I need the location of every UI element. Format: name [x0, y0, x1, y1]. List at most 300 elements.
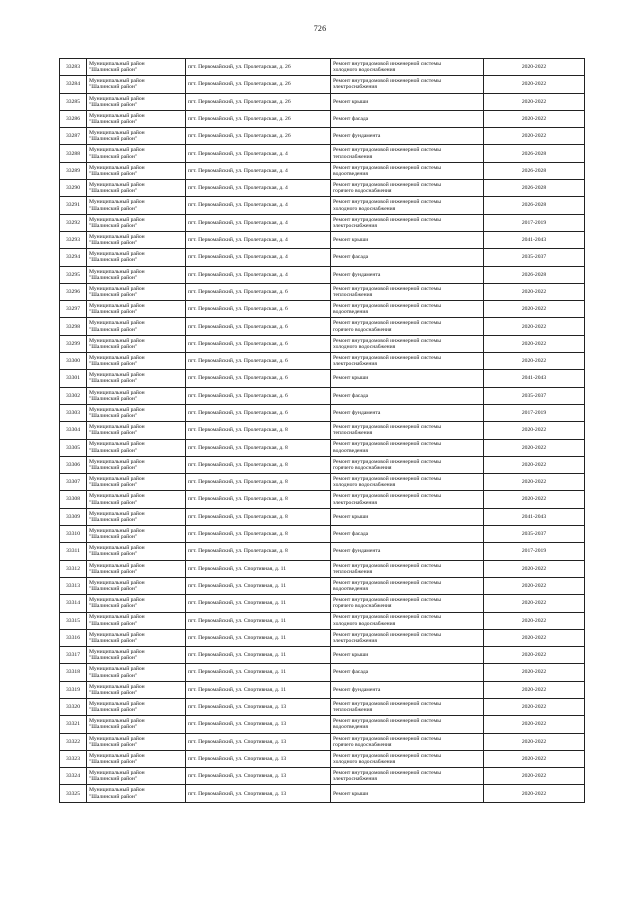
work-type-cell: [331, 474, 484, 491]
district-line: "Шалинский район": [89, 689, 138, 696]
work-type-line: Ремонт внутридомовой инженерной системы: [333, 579, 441, 586]
period-cell: 2026-2028: [484, 180, 585, 197]
period-cell: 2035-2037: [484, 526, 585, 543]
table-row: [60, 404, 585, 421]
district-line: Муниципальный район: [89, 476, 145, 483]
district-line: Муниципальный район: [89, 60, 145, 67]
period-cell: 2020-2022: [484, 110, 585, 127]
table-row: [60, 595, 585, 612]
period-cell: 2026-2028: [484, 145, 585, 162]
district-line: "Шалинский район": [89, 482, 138, 489]
work-type-line: Ремонт фасада: [333, 669, 369, 676]
work-type-line: Ремонт фасада: [333, 531, 369, 538]
district-line: "Шалинский район": [89, 205, 138, 212]
row-number: 33286: [60, 110, 87, 127]
district-line: "Шалинский район": [89, 222, 138, 229]
district-line: "Шалинский район": [89, 136, 138, 143]
district-line: Муниципальный район: [89, 337, 145, 344]
district-line: "Шалинский район": [89, 67, 138, 74]
row-number: 33301: [60, 370, 87, 387]
period-cell: 2020-2022: [484, 612, 585, 629]
period-cell: 2020-2022: [484, 664, 585, 681]
table-row: [60, 456, 585, 473]
district-line: "Шалинский район": [89, 793, 138, 800]
period-cell: 2020-2022: [484, 474, 585, 491]
district-cell: [87, 162, 186, 179]
district-cell: [87, 577, 186, 594]
work-type-line: электроснабжения: [333, 361, 377, 368]
table-row: [60, 664, 585, 681]
period-cell: 2020-2022: [484, 283, 585, 300]
row-number: 33293: [60, 231, 87, 248]
period-cell: 2020-2022: [484, 456, 585, 473]
district-cell: [87, 716, 186, 733]
work-type-line: Ремонт фундамента: [333, 548, 381, 555]
table-row: [60, 197, 585, 214]
district-cell: [87, 370, 186, 387]
work-type-line: холодного водоснабжения: [333, 343, 396, 350]
period-cell: 2020-2022: [484, 560, 585, 577]
work-type-cell: [331, 266, 484, 283]
row-number: 33292: [60, 214, 87, 231]
period-cell: 2020-2022: [484, 491, 585, 508]
table-row: [60, 629, 585, 646]
district-line: "Шалинский район": [89, 464, 138, 471]
work-type-cell: [331, 439, 484, 456]
district-line: "Шалинский район": [89, 759, 138, 766]
period-cell: 2017-2019: [484, 404, 585, 421]
address-cell: пгт. Первомайский, ул. Пролетарская, д. 8: [186, 491, 331, 508]
period-cell: 2020-2022: [484, 59, 585, 76]
district-line: Муниципальный район: [89, 458, 145, 465]
table-row: [60, 491, 585, 508]
district-line: Муниципальный район: [89, 95, 145, 102]
district-cell: [87, 301, 186, 318]
work-type-line: Ремонт внутридомовой инженерной системы: [333, 476, 441, 483]
district-line: "Шалинский район": [89, 603, 138, 610]
address-cell: пгт. Первомайский, ул. Пролетарская, д. 6: [186, 283, 331, 300]
address-cell: пгт. Первомайский, ул. Пролетарская, д. 4: [186, 145, 331, 162]
address-cell: пгт. Первомайский, ул. Пролетарская, д. 26: [186, 110, 331, 127]
work-type-line: Ремонт внутридомовой инженерной системы: [333, 164, 441, 171]
district-cell: [87, 404, 186, 421]
work-type-cell: [331, 508, 484, 525]
district-line: Муниципальный район: [89, 510, 145, 517]
table-row: [60, 681, 585, 698]
table-row: [60, 698, 585, 715]
district-line: "Шалинский район": [89, 413, 138, 420]
work-type-cell: [331, 93, 484, 110]
table-body: [60, 59, 585, 803]
row-number: 33289: [60, 162, 87, 179]
address-cell: пгт. Первомайский, ул. Спортивная, д. 11: [186, 664, 331, 681]
work-type-cell: [331, 768, 484, 785]
row-number: 33291: [60, 197, 87, 214]
work-type-cell: [331, 404, 484, 421]
district-line: "Шалинский район": [89, 534, 138, 541]
period-cell: 2026-2028: [484, 197, 585, 214]
period-cell: 2020-2022: [484, 595, 585, 612]
work-type-line: теплоснабжения: [333, 430, 373, 437]
district-cell: [87, 110, 186, 127]
row-number: 33324: [60, 768, 87, 785]
address-cell: пгт. Первомайский, ул. Пролетарская, д. 4: [186, 249, 331, 266]
work-type-cell: [331, 491, 484, 508]
district-line: Муниципальный район: [89, 527, 145, 534]
row-number: 33306: [60, 456, 87, 473]
work-type-line: Ремонт внутридомовой инженерной системы: [333, 337, 441, 344]
district-cell: [87, 93, 186, 110]
period-cell: 2020-2022: [484, 439, 585, 456]
district-line: Муниципальный район: [89, 233, 145, 240]
district-line: Муниципальный район: [89, 441, 145, 448]
period-cell: 2020-2022: [484, 681, 585, 698]
district-line: "Шалинский район": [89, 776, 138, 783]
table-row: [60, 750, 585, 767]
district-line: "Шалинский район": [89, 551, 138, 558]
row-number: 33311: [60, 543, 87, 560]
table-row: [60, 577, 585, 594]
row-number: 33303: [60, 404, 87, 421]
district-line: Муниципальный район: [89, 320, 145, 327]
district-cell: [87, 318, 186, 335]
table-row: [60, 526, 585, 543]
row-number: 33285: [60, 93, 87, 110]
work-type-cell: [331, 456, 484, 473]
work-type-line: горячего водоснабжения: [333, 188, 392, 195]
work-type-line: Ремонт внутридомовой инженерной системы: [333, 718, 441, 725]
row-number: 33288: [60, 145, 87, 162]
district-line: Муниципальный район: [89, 666, 145, 673]
district-cell: [87, 664, 186, 681]
work-type-line: Ремонт внутридомовой инженерной системы: [333, 770, 441, 777]
district-line: "Шалинский район": [89, 274, 138, 281]
district-line: Муниципальный район: [89, 303, 145, 310]
district-line: "Шалинский район": [89, 655, 138, 662]
address-cell: пгт. Первомайский, ул. Пролетарская, д. 4: [186, 231, 331, 248]
table-row: [60, 301, 585, 318]
work-type-cell: [331, 560, 484, 577]
district-cell: [87, 387, 186, 404]
district-line: "Шалинский район": [89, 637, 138, 644]
work-type-line: водоотведения: [333, 309, 368, 316]
work-type-cell: [331, 698, 484, 715]
row-number: 33307: [60, 474, 87, 491]
work-type-cell: [331, 681, 484, 698]
work-type-cell: [331, 145, 484, 162]
period-cell: 2035-2037: [484, 249, 585, 266]
work-type-line: холодного водоснабжения: [333, 759, 396, 766]
district-line: Муниципальный район: [89, 130, 145, 137]
table-row: [60, 439, 585, 456]
district-line: "Шалинский район": [89, 707, 138, 714]
work-type-line: Ремонт фасада: [333, 254, 369, 261]
district-cell: [87, 214, 186, 231]
work-type-cell: [331, 128, 484, 145]
work-type-line: Ремонт внутридомовой инженерной системы: [333, 303, 441, 310]
table-row: [60, 110, 585, 127]
district-line: "Шалинский район": [89, 586, 138, 593]
district-line: Муниципальный район: [89, 597, 145, 604]
work-type-cell: [331, 785, 484, 802]
work-type-line: Ремонт фундамента: [333, 686, 381, 693]
district-line: Муниципальный район: [89, 770, 145, 777]
work-type-cell: [331, 664, 484, 681]
work-type-line: электроснабжения: [333, 776, 377, 783]
table-row: [60, 76, 585, 93]
work-type-cell: [331, 577, 484, 594]
work-type-line: Ремонт фундамента: [333, 271, 381, 278]
district-line: Муниципальный район: [89, 199, 145, 206]
district-line: Муниципальный район: [89, 406, 145, 413]
table-row: [60, 370, 585, 387]
district-cell: [87, 491, 186, 508]
district-line: "Шалинский район": [89, 741, 138, 748]
work-type-cell: [331, 543, 484, 560]
work-type-cell: [331, 353, 484, 370]
address-cell: пгт. Первомайский, ул. Пролетарская, д. 6: [186, 318, 331, 335]
work-type-line: водоотведения: [333, 447, 368, 454]
row-number: 33319: [60, 681, 87, 698]
work-type-cell: [331, 180, 484, 197]
address-cell: пгт. Первомайский, ул. Пролетарская, д. 8: [186, 456, 331, 473]
period-cell: 2035-2037: [484, 387, 585, 404]
table-row: [60, 249, 585, 266]
period-cell: 2026-2028: [484, 266, 585, 283]
period-cell: 2020-2022: [484, 750, 585, 767]
district-line: "Шалинский район": [89, 499, 138, 506]
row-number: 33314: [60, 595, 87, 612]
row-number: 33284: [60, 76, 87, 93]
work-type-line: Ремонт внутридомовой инженерной системы: [333, 700, 441, 707]
district-line: "Шалинский район": [89, 170, 138, 177]
work-type-cell: [331, 335, 484, 352]
work-type-line: Ремонт внутридомовой инженерной системы: [333, 614, 441, 621]
repair-schedule-table: [59, 58, 585, 803]
table-row: [60, 145, 585, 162]
period-cell: 2017-2019: [484, 214, 585, 231]
district-cell: [87, 128, 186, 145]
row-number: 33309: [60, 508, 87, 525]
row-number: 33296: [60, 283, 87, 300]
district-cell: [87, 439, 186, 456]
address-cell: пгт. Первомайский, ул. Спортивная, д. 13: [186, 733, 331, 750]
work-type-line: Ремонт внутридомовой инженерной системы: [333, 60, 441, 67]
district-line: Муниципальный район: [89, 285, 145, 292]
address-cell: пгт. Первомайский, ул. Спортивная, д. 13: [186, 768, 331, 785]
period-cell: 2041-2043: [484, 508, 585, 525]
period-cell: 2020-2022: [484, 698, 585, 715]
address-cell: пгт. Первомайский, ул. Пролетарская, д. 4: [186, 197, 331, 214]
work-type-line: теплоснабжения: [333, 568, 373, 575]
district-line: "Шалинский район": [89, 447, 138, 454]
district-line: Муниципальный район: [89, 787, 145, 794]
district-cell: [87, 629, 186, 646]
work-type-line: Ремонт крыши: [333, 513, 369, 520]
work-type-line: Ремонт внутридомовой инженерной системы: [333, 147, 441, 154]
table-row: [60, 733, 585, 750]
district-line: Муниципальный район: [89, 182, 145, 189]
table-row: [60, 283, 585, 300]
district-cell: [87, 647, 186, 664]
work-type-cell: [331, 647, 484, 664]
work-type-line: Ремонт фундамента: [333, 409, 381, 416]
row-number: 33323: [60, 750, 87, 767]
district-cell: [87, 785, 186, 802]
row-number: 33287: [60, 128, 87, 145]
table-row: [60, 612, 585, 629]
table-row: [60, 560, 585, 577]
work-type-cell: [331, 110, 484, 127]
district-cell: [87, 266, 186, 283]
work-type-line: горячего водоснабжения: [333, 603, 392, 610]
work-type-cell: [331, 612, 484, 629]
work-type-cell: [331, 422, 484, 439]
row-number: 33312: [60, 560, 87, 577]
district-line: "Шалинский район": [89, 257, 138, 264]
address-cell: пгт. Первомайский, ул. Пролетарская, д. 8: [186, 439, 331, 456]
district-line: Муниципальный район: [89, 614, 145, 621]
district-line: Муниципальный район: [89, 372, 145, 379]
table-row: [60, 128, 585, 145]
address-cell: пгт. Первомайский, ул. Пролетарская, д. 4: [186, 180, 331, 197]
work-type-line: Ремонт внутридомовой инженерной системы: [333, 216, 441, 223]
district-line: Муниципальный район: [89, 683, 145, 690]
district-cell: [87, 526, 186, 543]
table-row: [60, 768, 585, 785]
district-cell: [87, 249, 186, 266]
work-type-cell: [331, 249, 484, 266]
row-number: 33318: [60, 664, 87, 681]
period-cell: 2020-2022: [484, 128, 585, 145]
address-cell: пгт. Первомайский, ул. Пролетарская, д. 26: [186, 76, 331, 93]
work-type-line: водоотведения: [333, 170, 368, 177]
district-line: "Шалинский район": [89, 395, 138, 402]
address-cell: пгт. Первомайский, ул. Спортивная, д. 11: [186, 681, 331, 698]
table-row: [60, 543, 585, 560]
work-type-line: теплоснабжения: [333, 292, 373, 298]
work-type-line: Ремонт внутридомовой инженерной системы: [333, 182, 441, 189]
district-line: "Шалинский район": [89, 724, 138, 731]
district-cell: [87, 474, 186, 491]
address-cell: пгт. Первомайский, ул. Пролетарская, д. 26: [186, 93, 331, 110]
district-line: Муниципальный район: [89, 78, 145, 85]
work-type-line: Ремонт внутридомовой инженерной системы: [333, 458, 441, 465]
period-cell: 2020-2022: [484, 422, 585, 439]
district-cell: [87, 335, 186, 352]
address-cell: пгт. Первомайский, ул. Спортивная, д. 11: [186, 612, 331, 629]
row-number: 33325: [60, 785, 87, 802]
table-row: [60, 474, 585, 491]
district-line: Муниципальный район: [89, 735, 145, 742]
table-row: [60, 162, 585, 179]
row-number: 33295: [60, 266, 87, 283]
work-type-cell: [331, 733, 484, 750]
row-number: 33298: [60, 318, 87, 335]
district-cell: [87, 353, 186, 370]
work-type-cell: [331, 76, 484, 93]
address-cell: пгт. Первомайский, ул. Пролетарская, д. 6: [186, 370, 331, 387]
address-cell: пгт. Первомайский, ул. Пролетарская, д. 6: [186, 335, 331, 352]
row-number: 33320: [60, 698, 87, 715]
row-number: 33299: [60, 335, 87, 352]
district-line: Муниципальный район: [89, 579, 145, 586]
row-number: 33313: [60, 577, 87, 594]
district-cell: [87, 681, 186, 698]
district-cell: [87, 508, 186, 525]
work-type-line: Ремонт внутридомовой инженерной системы: [333, 597, 441, 604]
row-number: 33316: [60, 629, 87, 646]
address-cell: пгт. Первомайский, ул. Спортивная, д. 13: [186, 716, 331, 733]
work-type-line: Ремонт фасада: [333, 115, 369, 122]
district-line: "Шалинский район": [89, 119, 138, 126]
work-type-cell: [331, 197, 484, 214]
work-type-cell: [331, 301, 484, 318]
work-type-line: электроснабжения: [333, 84, 377, 91]
district-line: "Шалинский район": [89, 361, 138, 368]
district-line: Муниципальный район: [89, 268, 145, 275]
district-line: "Шалинский район": [89, 309, 138, 316]
address-cell: пгт. Первомайский, ул. Спортивная, д. 13: [186, 698, 331, 715]
work-type-line: Ремонт внутридомовой инженерной системы: [333, 493, 441, 500]
district-line: "Шалинский район": [89, 101, 138, 108]
work-type-line: Ремонт внутридомовой инженерной системы: [333, 441, 441, 448]
address-cell: пгт. Первомайский, ул. Спортивная, д. 11: [186, 595, 331, 612]
table-row: [60, 353, 585, 370]
district-cell: [87, 197, 186, 214]
work-type-line: теплоснабжения: [333, 153, 373, 160]
district-cell: [87, 231, 186, 248]
work-type-line: Ремонт внутридомовой инженерной системы: [333, 424, 441, 431]
district-line: Муниципальный район: [89, 216, 145, 223]
row-number: 33290: [60, 180, 87, 197]
work-type-cell: [331, 595, 484, 612]
work-type-line: холодного водоснабжения: [333, 482, 396, 489]
table-row: [60, 647, 585, 664]
table-row: [60, 59, 585, 76]
address-cell: пгт. Первомайский, ул. Пролетарская, д. 4: [186, 214, 331, 231]
district-cell: [87, 560, 186, 577]
period-cell: 2020-2022: [484, 768, 585, 785]
district-cell: [87, 456, 186, 473]
address-cell: пгт. Первомайский, ул. Пролетарская, д. 4: [186, 266, 331, 283]
table-row: [60, 93, 585, 110]
district-line: "Шалинский район": [89, 672, 138, 679]
table-row: [60, 785, 585, 802]
row-number: 33297: [60, 301, 87, 318]
table-row: [60, 266, 585, 283]
address-cell: пгт. Первомайский, ул. Пролетарская, д. 8: [186, 474, 331, 491]
work-type-line: Ремонт крыши: [333, 790, 369, 797]
address-cell: пгт. Первомайский, ул. Спортивная, д. 11: [186, 647, 331, 664]
district-cell: [87, 543, 186, 560]
district-line: Муниципальный район: [89, 424, 145, 431]
work-type-line: Ремонт внутридомовой инженерной системы: [333, 562, 441, 569]
address-cell: пгт. Первомайский, ул. Пролетарская, д. 8: [186, 526, 331, 543]
row-number: 33322: [60, 733, 87, 750]
row-number: 33294: [60, 249, 87, 266]
work-type-line: Ремонт внутридомовой инженерной системы: [333, 631, 441, 638]
district-cell: [87, 422, 186, 439]
work-type-line: Ремонт внутридомовой инженерной системы: [333, 320, 441, 327]
district-line: Муниципальный район: [89, 700, 145, 707]
district-line: "Шалинский район": [89, 292, 138, 298]
district-line: "Шалинский район": [89, 516, 138, 523]
district-cell: [87, 733, 186, 750]
work-type-line: холодного водоснабжения: [333, 67, 396, 74]
table-row: [60, 716, 585, 733]
district-line: "Шалинский район": [89, 188, 138, 195]
